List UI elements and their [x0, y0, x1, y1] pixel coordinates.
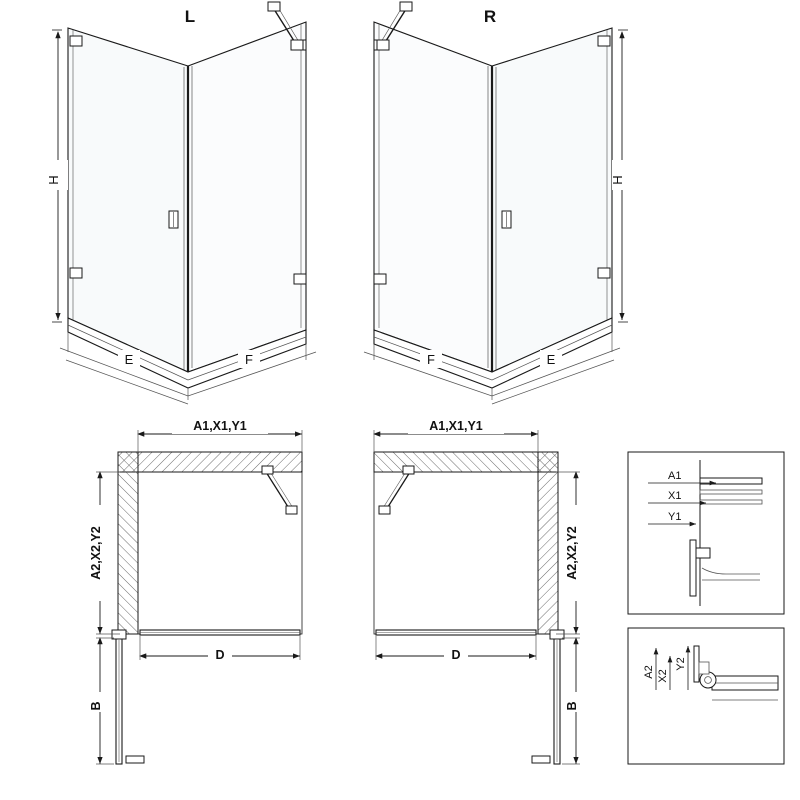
label-plan-right-opening-dim: B — [565, 701, 579, 711]
label-plan-right-door-dim: D — [451, 648, 461, 662]
label-plan-left-opening-dim: B — [89, 701, 103, 711]
right-hand-plan-view — [374, 418, 586, 764]
profile-detail-vertical — [628, 628, 784, 764]
label-side-far-left: F — [245, 352, 253, 367]
label-detail-x1: X1 — [668, 490, 682, 502]
stabilizer-bar-plan-right — [379, 466, 414, 514]
label-plan-left-top-dim: A1,X1,Y1 — [193, 419, 247, 433]
label-plan-right-side-dim: A2,X2,Y2 — [565, 526, 579, 580]
label-detail-y2: Y2 — [675, 657, 687, 671]
door-handle-right — [502, 211, 511, 228]
label-height-left: H — [46, 175, 61, 185]
label-side-near-right: E — [546, 352, 556, 367]
label-plan-right-top-dim: A1,X1,Y1 — [429, 419, 483, 433]
title-right-variant: R — [483, 7, 497, 26]
title-left-variant: L — [184, 7, 196, 26]
stabilizer-bar-plan-left — [262, 466, 297, 514]
door-handle-left — [169, 211, 178, 228]
label-detail-y1: Y1 — [668, 511, 682, 523]
label-side-near-left: E — [124, 352, 134, 367]
label-detail-a1: A1 — [668, 470, 682, 482]
label-plan-left-door-dim: D — [215, 648, 225, 662]
label-detail-x2: X2 — [657, 669, 669, 683]
label-height-right: H — [610, 175, 625, 185]
label-plan-left-side-dim: A2,X2,Y2 — [89, 526, 103, 580]
left-hand-isometric-view — [46, 2, 316, 404]
profile-detail-horizontal — [628, 452, 784, 614]
right-hand-isometric-view — [364, 2, 632, 404]
left-hand-plan-view — [89, 418, 302, 764]
label-side-far-right: F — [427, 352, 435, 367]
label-detail-a2: A2 — [643, 665, 655, 679]
